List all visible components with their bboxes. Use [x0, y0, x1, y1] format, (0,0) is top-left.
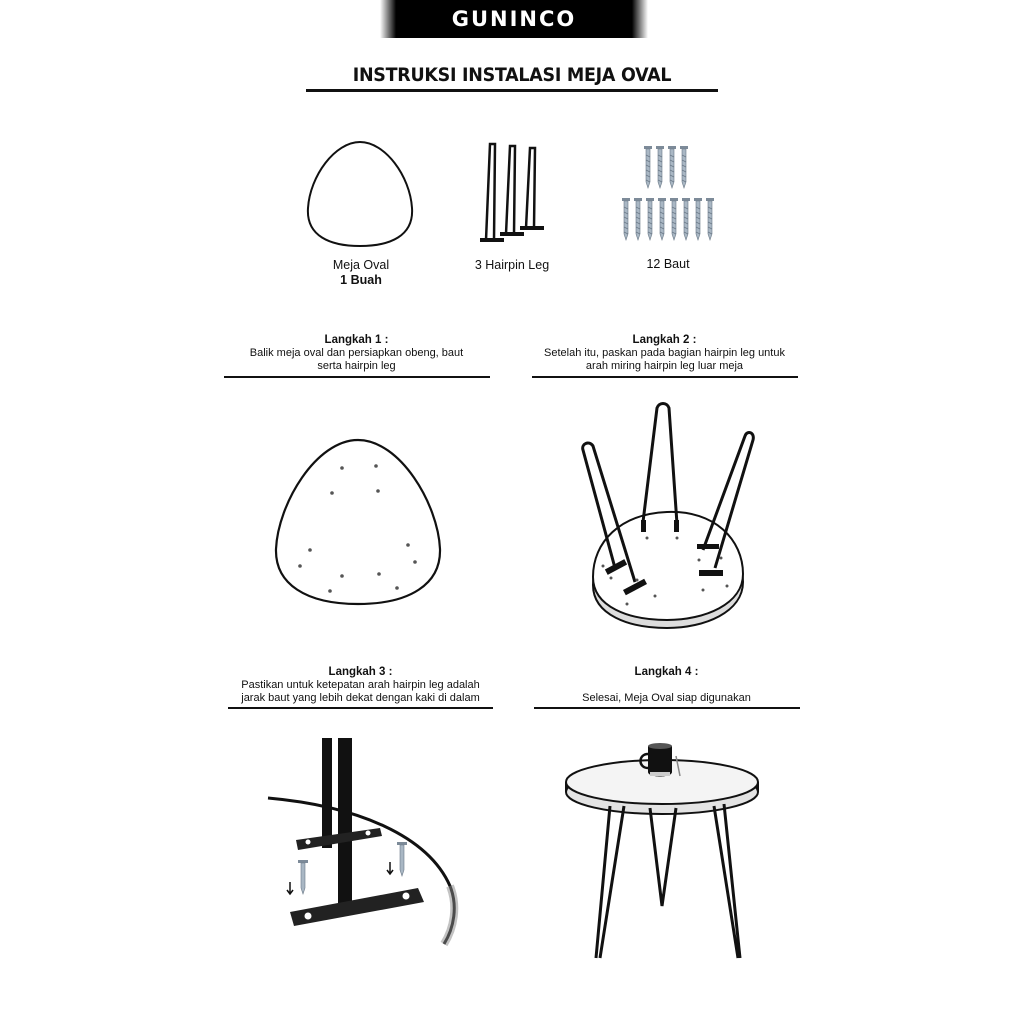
oval-tabletop-icon — [300, 136, 420, 252]
page-title: INSTRUKSI INSTALASI MEJA OVAL — [352, 64, 672, 86]
step-1-text — [224, 334, 489, 373]
step-2-text — [532, 334, 797, 373]
brand-logo: GUNINCO — [451, 7, 577, 31]
brand-bar — [380, 0, 648, 38]
step-2-illustration — [575, 400, 760, 635]
step-4-line-1: Selesai, Meja Oval siap digunakan — [582, 692, 751, 704]
hairpin-leg-icon — [474, 138, 554, 248]
title-underline — [306, 89, 718, 92]
step-4-illustration — [562, 736, 762, 966]
step-4-text — [534, 666, 799, 705]
step-2-line-1: Setelah itu, paskan pada bagian hairpin leg untuk — [544, 347, 785, 359]
step-1-line-2: serta hairpin leg — [317, 360, 396, 372]
step-2-heading: Langkah 2 : — [632, 334, 697, 346]
step-1-line-1: Balik meja oval dan persiapkan obeng, baut — [249, 347, 464, 359]
part-caption-screws: 12 Baut — [646, 257, 690, 271]
step-2-rule — [532, 376, 798, 378]
step-1-illustration — [270, 434, 446, 610]
step-2-line-2: arah miring hairpin leg luar meja — [585, 360, 744, 372]
part-name: Meja Oval — [332, 258, 390, 272]
step-4-heading: Langkah 4 : — [634, 666, 699, 678]
step-3-rule — [228, 707, 493, 709]
step-3-heading: Langkah 3 : — [328, 666, 393, 678]
step-3-line-1: Pastikan untuk ketepatan arah hairpin leg adalah — [241, 679, 480, 691]
screw-icon — [618, 142, 718, 244]
part-caption-legs: 3 Hairpin Leg — [474, 258, 550, 272]
step-1-heading: Langkah 1 : — [324, 334, 389, 346]
step-3-line-2: jarak baut yang lebih dekat dengan kaki di dalam — [241, 692, 480, 704]
step-3-illustration — [268, 736, 468, 946]
step-1-rule — [224, 376, 490, 378]
part-caption-table — [300, 258, 422, 288]
step-3-text — [228, 666, 493, 705]
step-4-rule — [534, 707, 800, 709]
part-qty: 1 Buah — [340, 273, 382, 287]
